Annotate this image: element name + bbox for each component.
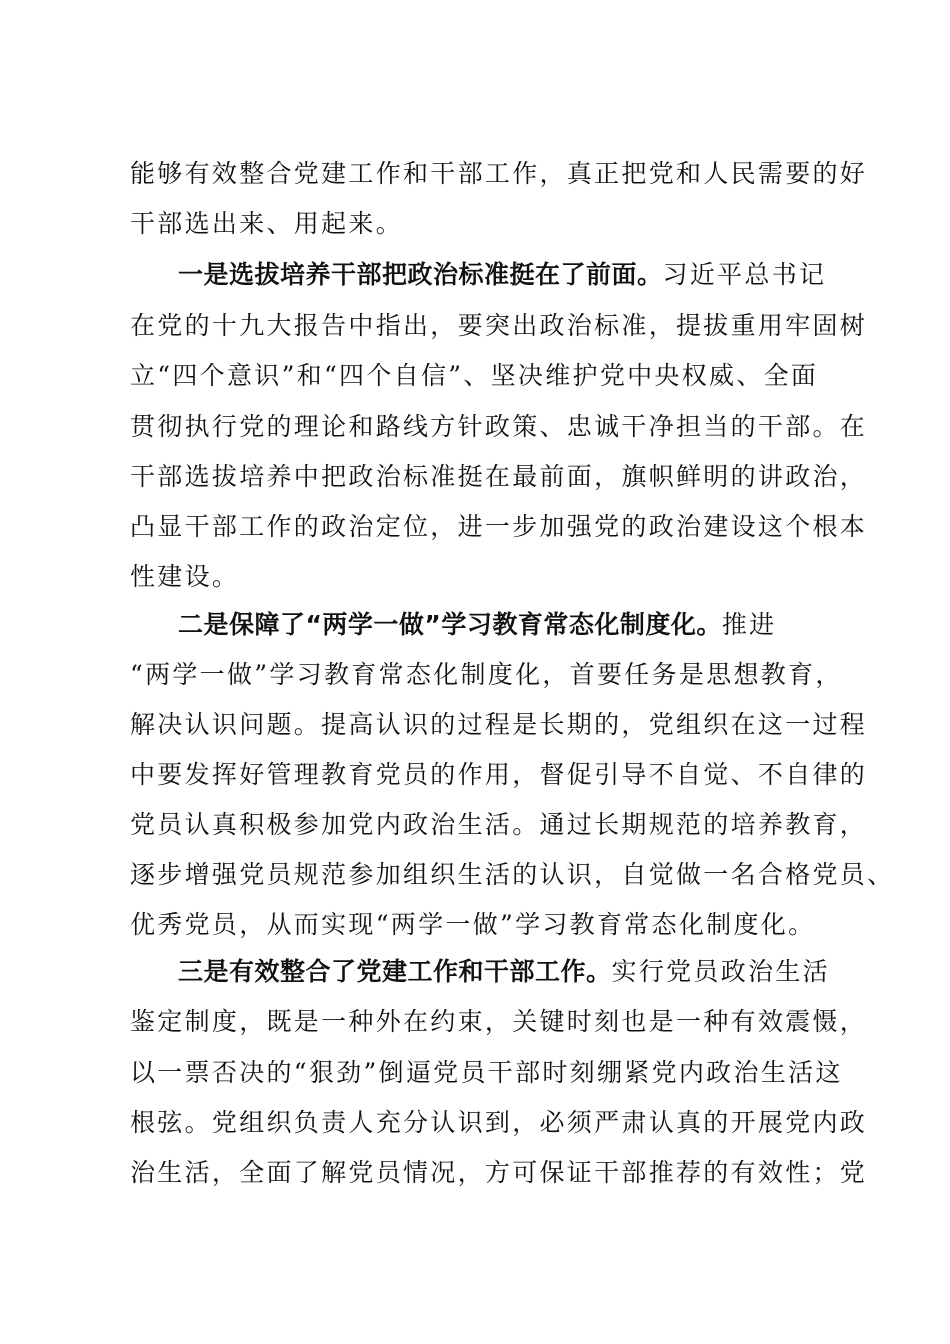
- paragraph-line: 根弦。党组织负责人充分认识到，必须严肃认真的开展党内政: [130, 1108, 868, 1137]
- paragraph-line: 逐步增强党员规范参加组织生活的认识，自觉做一名合格党员、: [130, 860, 895, 889]
- section-1-heading: 一是选拔培养干部把政治标准挺在了前面。: [178, 260, 663, 289]
- paragraph-line: 性建设。: [130, 562, 240, 591]
- paragraph-line: 凸显干部工作的政治定位，进一步加强党的政治建设这个根本: [130, 512, 868, 541]
- paragraph-line: 鉴定制度，既是一种外在约束，关键时刻也是一种有效震慑，: [130, 1007, 868, 1036]
- section-2-first-line-text: 推进: [721, 610, 777, 639]
- section-1-first-line-text: 习近平总书记: [662, 260, 827, 289]
- paragraph-line: 解决认识问题。提高认识的过程是长期的，党组织在这一过程: [130, 710, 868, 739]
- paragraph-line: 优秀党员，从而实现“两学一做”学习教育常态化制度化。: [130, 910, 816, 939]
- paragraph-line: “两学一做”学习教育常态化制度化，首要任务是思想教育，: [130, 660, 843, 689]
- paragraph-line: 治生活，全面了解党员情况，方可保证干部推荐的有效性；党: [130, 1158, 868, 1187]
- section-2-first-line: [178, 608, 776, 642]
- paragraph-line: 干部选出来、用起来。: [130, 209, 404, 238]
- section-1-first-line: [178, 258, 826, 292]
- paragraph-line: 党员认真积极参加党内政治生活。通过长期规范的培养教育，: [130, 810, 868, 839]
- paragraph-line: 贯彻执行党的理论和路线方针政策、忠诚干净担当的干部。在: [130, 412, 868, 441]
- section-2-heading: 二是保障了“两学一做”学习教育常态化制度化。: [178, 610, 722, 639]
- paragraph-line: 中要发挥好管理教育党员的作用，督促引导不自觉、不自律的: [130, 760, 868, 789]
- paragraph-line: 干部选拔培养中把政治标准挺在最前面，旗帜鲜明的讲政治，: [130, 462, 868, 491]
- section-3-first-line: [178, 955, 830, 989]
- paragraph-line: 能够有效整合党建工作和干部工作，真正把党和人民需要的好: [130, 159, 868, 188]
- section-3-first-line-text: 实行党员政治生活: [611, 957, 830, 986]
- paragraph-line: 立“四个意识”和“四个自信”、坚决维护党中央权威、全面: [130, 361, 819, 390]
- paragraph-line: 以一票否决的“狠劲”倒逼党员干部时刻绷紧党内政治生活这: [130, 1058, 843, 1087]
- paragraph-line: 在党的十九大报告中指出，要突出政治标准，提拔重用牢固树: [130, 311, 868, 340]
- section-3-heading: 三是有效整合了党建工作和干部工作。: [178, 957, 612, 986]
